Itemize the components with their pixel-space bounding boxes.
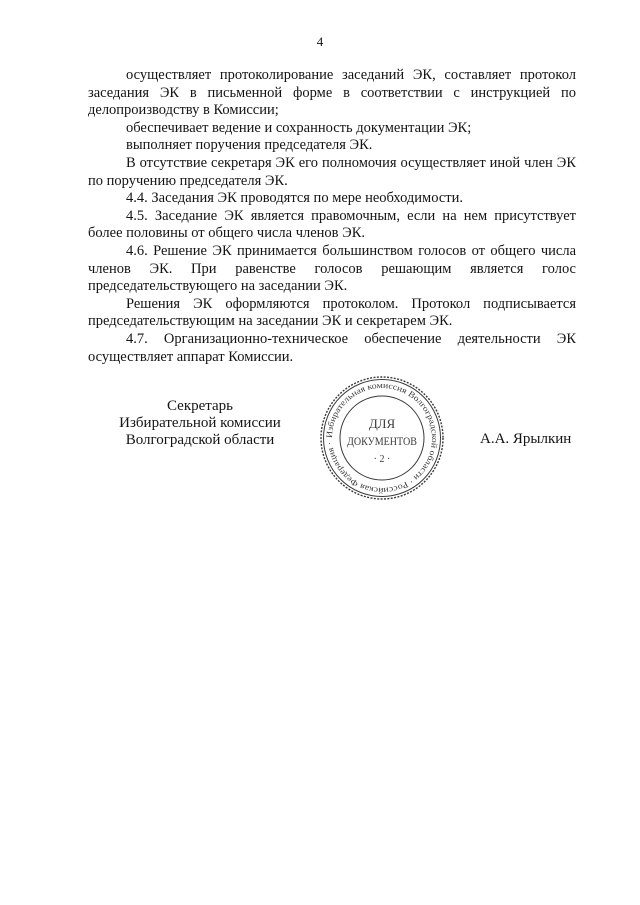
paragraph-5: 4.4. Заседания ЭК проводятся по мере необходимости. [126, 190, 463, 207]
signer-name: А.А. Ярылкин [480, 431, 572, 447]
signature-title-line-1: Секретарь [166, 398, 234, 414]
paragraph-2: обеспечивает ведение и сохранность документации ЭК; [126, 119, 472, 136]
signature-title-line-3: Волгоградской области [125, 432, 275, 448]
paragraph-7: 4.6. Решение ЭК принимается большинством голосов от общего числа членов ЭК. При равенстве голосов решающим является голос председательствующего на заседании ЭК. [88, 242, 576, 295]
paragraph-1: осуществляет протоколирование заседаний ЭК, составляет протокол заседания ЭК в письменной форме в соответствии с инструкцией по делопроизводству в Комиссии; [88, 67, 576, 119]
signature-title [100, 398, 300, 449]
stamp-seal-graphic [318, 374, 446, 502]
stamp-line-1: ДЛЯ [368, 416, 396, 431]
stamp-line-2: ДОКУМЕНТОВ [347, 436, 418, 448]
signature-title-line-2: Избирательной комиссии [119, 415, 281, 431]
paragraph-8: Решения ЭК оформляются протоколом. Протокол подписывается председательствующим на заседании ЭК и секретарем ЭК. [88, 295, 576, 330]
body-text [88, 67, 576, 366]
page-number: 4 [316, 34, 324, 49]
paragraph-3: выполняет поручения председателя ЭК. [126, 137, 373, 154]
official-stamp [318, 374, 446, 502]
stamp-ring-text: Избирательная комиссия Волгоградской области · Российская Федерация · [324, 380, 440, 496]
paragraph-4: В отсутствие секретаря ЭК его полномочия осуществляет иной член ЭК по поручению председателя ЭК. [88, 154, 576, 189]
stamp-number: · 2 · [373, 454, 391, 465]
paragraph-9: 4.7. Организационно-техническое обеспечение деятельности ЭК осуществляет аппарат Комиссии. [88, 330, 576, 365]
paragraph-6: 4.5. Заседание ЭК является правомочным, если на нем присутствует более половины от общего числа членов ЭК. [88, 207, 576, 242]
